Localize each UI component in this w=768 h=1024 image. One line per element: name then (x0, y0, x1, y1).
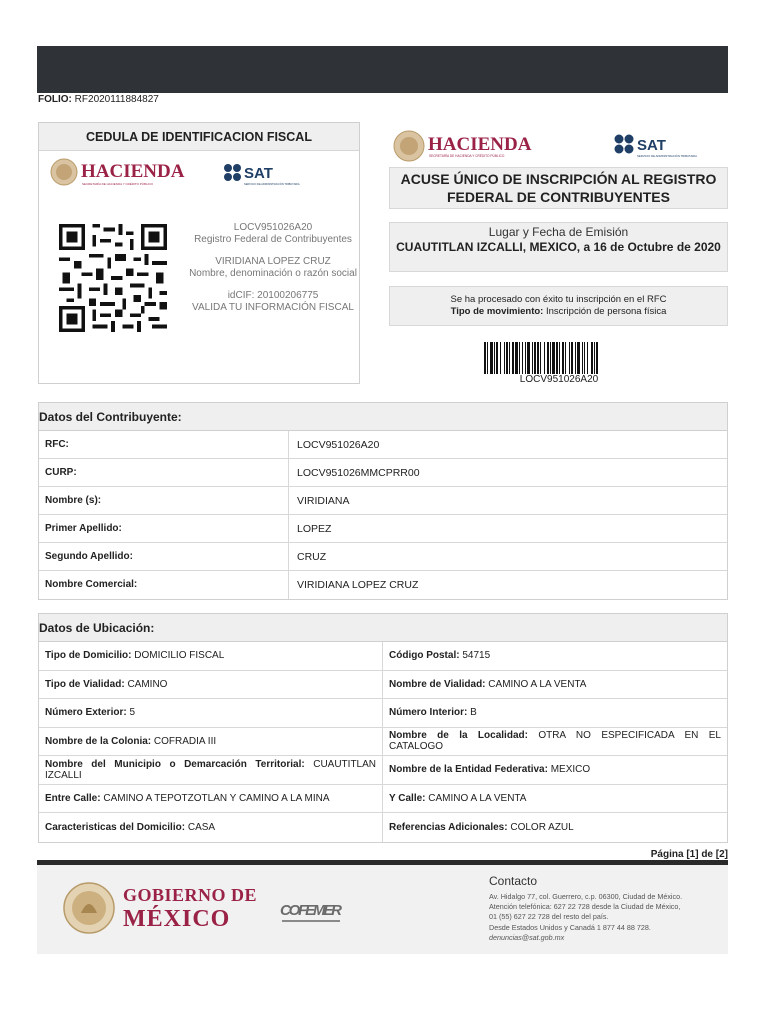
cedula-rfc: LOCV951026A20 (233, 222, 313, 233)
field-label: Primer Apellido: (39, 515, 289, 542)
cedula-name: VIRIDIANA LOPEZ CRUZ (215, 256, 331, 267)
field-label: RFC: (39, 431, 289, 458)
table-row (39, 431, 727, 459)
tipo-movimiento-value: Inscripción de persona física (545, 306, 667, 317)
contacto-title: Contacto (489, 874, 538, 888)
hacienda-sat-logos-small (47, 155, 353, 191)
hacienda-emblem-icon (51, 159, 77, 185)
table-row (39, 515, 727, 543)
table-row (39, 571, 727, 599)
table-row (39, 487, 727, 515)
hacienda-emblem-icon (394, 131, 424, 161)
cedula-idcif: idCIF: 20100206775 (227, 290, 319, 301)
field-cell: Número Interior: B (389, 707, 477, 719)
svg-text:HACIENDA: HACIENDA (81, 161, 185, 182)
cedula-valida: VALIDA TU INFORMACIÓN FISCAL (192, 302, 354, 313)
mexico-coat-of-arms-icon (63, 879, 115, 937)
cofemer-logo (280, 895, 344, 929)
qr-code-icon[interactable] (59, 223, 167, 333)
field-label: Nombre (s): (39, 487, 289, 514)
svg-text:HACIENDA: HACIENDA (428, 134, 532, 155)
top-header-bar (37, 46, 728, 93)
field-cell: Nombre de la Colonia: COFRADIA III (39, 728, 383, 756)
field-cell: Y Calle: CAMINO A LA VENTA (389, 792, 527, 804)
datos-ubicacion-title: Datos de Ubicación: (39, 614, 727, 642)
field-cell: Tipo de Domicilio: DOMICILIO FISCAL (39, 642, 383, 670)
field-value: LOCV951026A20 (297, 439, 380, 451)
barcode-icon (484, 342, 634, 374)
sat-icon (224, 164, 241, 181)
folio-value: RF2020111884827 (74, 94, 159, 105)
field-value: LOPEZ (297, 523, 332, 535)
svg-text:SECRETARÍA DE HACIENDA Y CRÉDI: SECRETARÍA DE HACIENDA Y CRÉDITO PÚBLICO (429, 154, 505, 158)
field-label: Segundo Apellido: (39, 543, 289, 570)
footer (37, 865, 728, 954)
proceso-line: Se ha procesado con éxito tu inscripción en el RFC (450, 294, 667, 305)
lugar-value: CUAUTITLAN IZCALLI, MEXICO, a 16 de Octubre de 2020 (396, 240, 721, 254)
sat-icon (615, 135, 634, 154)
datos-contribuyente-title: Datos del Contribuyente: (39, 403, 727, 431)
field-value: VIRIDIANA LOPEZ CRUZ (297, 579, 419, 591)
cedula-name-caption: Nombre, denominación o razón social (189, 268, 357, 279)
datos-contribuyente (38, 402, 728, 600)
folio-label: FOLIO: (38, 94, 72, 105)
table-row (39, 756, 727, 785)
gobierno-mexico-logo (123, 883, 257, 931)
field-cell: Nombre de la Localidad: OTRA NO ESPECIFICADA EN EL CATALOGO (389, 730, 721, 753)
field-label: CURP: (39, 459, 289, 486)
table-row (39, 543, 727, 571)
table-row (39, 813, 727, 842)
field-value: LOCV951026MMCPRR00 (297, 467, 420, 479)
table-row (39, 459, 727, 487)
field-cell: Nombre de Vialidad: CAMINO A LA VENTA (389, 678, 587, 690)
field-cell: Entre Calle: CAMINO A TEPOTZOTLAN Y CAMINO A LA MINA (39, 785, 383, 813)
tipo-movimiento (390, 306, 727, 318)
svg-text:SAT: SAT (244, 165, 273, 182)
table-row (39, 699, 727, 728)
field-label: Nombre Comercial: (39, 571, 289, 599)
field-cell: Número Exterior: 5 (39, 699, 383, 727)
barcode-text: LOCV951026A20 (519, 374, 599, 385)
proceso-box (389, 286, 728, 326)
contacto-line: Av. Hidalgo 77, col. Guerrero, c.p. 06300, Ciudad de México. (489, 892, 683, 901)
cedula-rfc-caption: Registro Federal de Contribuyentes (194, 234, 352, 245)
lugar-label: Lugar y Fecha de Emisión (488, 225, 629, 239)
field-value: VIRIDIANA (297, 495, 350, 507)
field-cell: Tipo de Vialidad: CAMINO (39, 671, 383, 699)
gob-line1: GOBIERNO DE (123, 885, 258, 905)
svg-text:SAT: SAT (637, 137, 666, 154)
table-row (39, 642, 727, 671)
folio (38, 94, 159, 105)
field-cell: Nombre de la Entidad Federativa: MEXICO (389, 764, 591, 776)
svg-text:COFEMER: COFEMER (280, 902, 342, 919)
field-cell: Nombre del Municipio o Demarcación Territorial: CUAUTITLAN IZCALLI (39, 756, 383, 784)
table-row (39, 671, 727, 700)
field-cell: Referencias Adicionales: COLOR AZUL (389, 821, 574, 833)
svg-text:SERVICIO DE ADMINISTRACIÓN TRI: SERVICIO DE ADMINISTRACIÓN TRIBUTARIA (637, 154, 697, 158)
lugar-fecha-emision (389, 222, 728, 272)
cedula-info (189, 222, 357, 314)
acuse-title: ACUSE ÚNICO DE INSCRIPCIÓN AL REGISTRO FEDERAL DE CONTRIBUYENTES (389, 167, 728, 209)
tipo-movimiento-label: Tipo de movimiento: (450, 306, 544, 317)
hacienda-sat-logos (389, 125, 728, 167)
cedula-title: CEDULA DE IDENTIFICACION FISCAL (39, 123, 359, 151)
datos-ubicacion (38, 613, 728, 843)
field-cell: Código Postal: 54715 (389, 650, 491, 662)
table-row (39, 728, 727, 757)
page-number: Página [1] de [2] (650, 849, 728, 860)
gob-line2: MÉXICO (123, 906, 231, 932)
field-value: CRUZ (297, 551, 327, 563)
contacto-email[interactable]: denuncias@sat.gob.mx (489, 932, 565, 942)
field-cell: Caracteristicas del Domicilio: CASA (39, 813, 383, 842)
contacto (489, 874, 725, 943)
svg-text:SECRETARÍA DE HACIENDA Y CRÉDI: SECRETARÍA DE HACIENDA Y CRÉDITO PÚBLICO (82, 182, 153, 186)
contacto-line: Desde Estados Unidos y Canadá 1 877 44 88 728. (489, 922, 651, 932)
cedula-card (38, 122, 360, 384)
contacto-line: 01 (55) 627 22 728 del resto del país. (489, 912, 609, 922)
table-row (39, 785, 727, 814)
svg-text:SERVICIO DE ADMINISTRACIÓN TRI: SERVICIO DE ADMINISTRACIÓN TRIBUTARIA (244, 183, 300, 186)
contacto-line: Atención telefónica: 627 22 728 desde la Ciudad de México, (489, 902, 681, 912)
